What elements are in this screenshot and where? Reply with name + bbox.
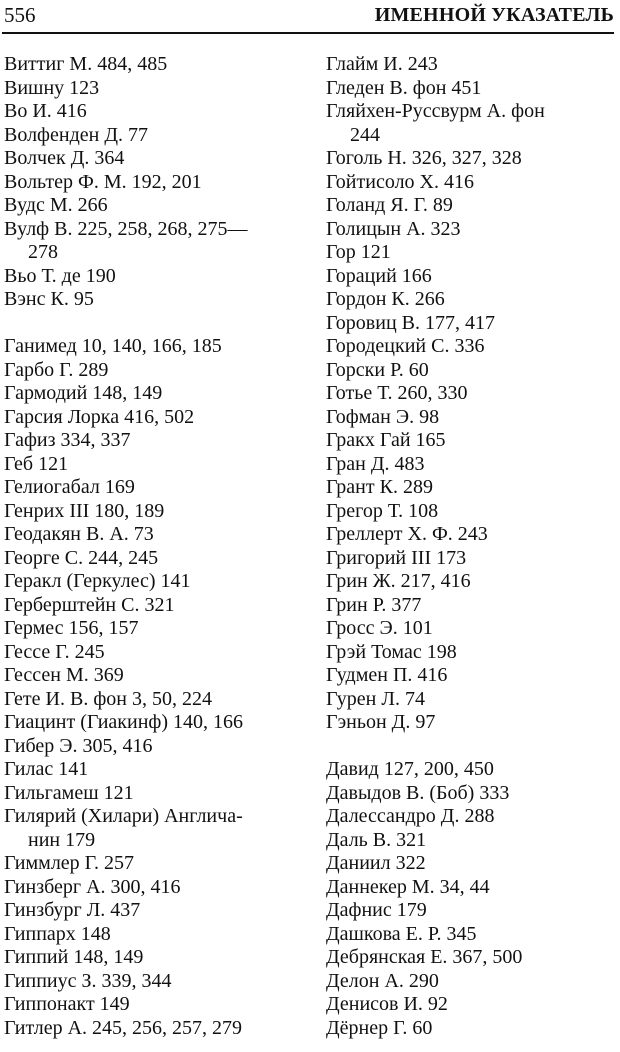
- index-entry: Гильгамеш 121: [4, 781, 134, 804]
- index-entry: Голанд Я. Г. 89: [326, 194, 453, 216]
- index-entry: Грин Ж. 217, 416: [326, 570, 471, 592]
- index-entry: Гинзберг А. 300, 416: [4, 875, 181, 898]
- index-entry: Гораций 166: [326, 264, 432, 287]
- section-gap: [4, 312, 310, 336]
- index-entry: Гледен В. фон 451: [326, 76, 482, 99]
- index-entry: Гурен Л. 74: [326, 687, 425, 710]
- index-entry: Гитлер А. 245, 256, 257, 279: [4, 1016, 243, 1039]
- index-entry: Гете И. В. фон 3, 50, 224: [4, 687, 212, 710]
- index-entry: Гойтисоло Х. 416: [326, 170, 474, 193]
- index-column-left: [4, 53, 310, 1040]
- index-entry: Гросс Э. 101: [326, 617, 433, 639]
- index-entry-continuation: 278: [28, 241, 58, 263]
- index-entry: Даль В. 321: [326, 828, 427, 851]
- index-entry: Грин Р. 377: [326, 593, 422, 616]
- index-entry: Дёрнер Г. 60: [326, 1016, 433, 1039]
- index-entry: Грегор Т. 108: [326, 499, 439, 522]
- index-entry: Гермес 156, 157: [4, 617, 139, 639]
- index-entry: Голицын А. 323: [326, 217, 461, 240]
- index-entry: Гарбо Г. 289: [4, 358, 109, 381]
- index-entry: Делон А. 290: [326, 969, 439, 992]
- index-entry: Глайм И. 243: [326, 53, 438, 75]
- index-entry: Гелиогабал 169: [4, 476, 135, 498]
- index-entry: Гилас 141: [4, 758, 89, 780]
- index-entry: Дашкова Е. Р. 345: [326, 922, 477, 945]
- index-entry: Во И. 416: [4, 100, 87, 122]
- index-entry: Гэньон Д. 97: [326, 711, 436, 733]
- header-rule: [2, 32, 614, 34]
- index-entry: Вулф В. 225, 258, 268, 275—: [4, 217, 248, 240]
- index-entry: Гофман Э. 98: [326, 405, 440, 428]
- index-entry: Геодакян В. А. 73: [4, 523, 154, 545]
- index-entry-continuation: нин 179: [28, 828, 96, 851]
- index-entry: Даниил 322: [326, 852, 426, 874]
- index-entry: Гессе Г. 245: [4, 640, 105, 663]
- index-entry: Дафнис 179: [326, 899, 427, 921]
- index-entry: Денисов И. 92: [326, 993, 448, 1015]
- index-entry: Гран Д. 483: [326, 452, 425, 475]
- index-entry: Герберштейн С. 321: [4, 593, 175, 616]
- index-entry: Гиппий 148, 149: [4, 946, 144, 968]
- index-entry: Горски Р. 60: [326, 358, 429, 381]
- index-entry: Геб 121: [4, 452, 69, 475]
- index-entry: Гарсия Лорка 416, 502: [4, 405, 195, 428]
- index-entry: Гафиз 334, 337: [4, 429, 131, 451]
- index-entry: Вишну 123: [4, 76, 100, 99]
- index-entry: Гинзбург Л. 437: [4, 899, 141, 921]
- index-column-right: [326, 53, 614, 1040]
- index-entry: Гор 121: [326, 241, 391, 263]
- index-entry: Далессандро Д. 288: [326, 805, 495, 827]
- index-entry: Гилярий (Хилари) Англича-: [4, 805, 243, 827]
- index-entry: Ганимед 10, 140, 166, 185: [4, 335, 222, 357]
- index-entry: Гиацинт (Гиакинф) 140, 166: [4, 711, 244, 733]
- index-entry: Грэй Томас 198: [326, 640, 457, 663]
- index-entry: Гармодий 148, 149: [4, 382, 163, 404]
- running-title: ИМЕННОЙ УКАЗАТЕЛЬ: [374, 4, 614, 26]
- index-entry: Гляйхен-Руссвурм А. фон: [326, 100, 545, 122]
- index-entry: Виттиг М. 484, 485: [4, 53, 168, 75]
- index-entry: Гиппиус З. 339, 344: [4, 969, 172, 992]
- index-entry: Гиппонакт 149: [4, 993, 130, 1015]
- index-entry: Давид 127, 200, 450: [326, 758, 494, 780]
- section-gap: [326, 735, 614, 759]
- index-entry: Гоголь Н. 326, 327, 328: [326, 147, 522, 169]
- index-entry: Городецкий С. 336: [326, 335, 485, 357]
- index-entry: Вьо Т. де 190: [4, 264, 116, 287]
- index-entry: Дебрянская Е. 367, 500: [326, 946, 523, 968]
- index-entry: Вэнс К. 95: [4, 288, 94, 310]
- index-entry: Гиммлер Г. 257: [4, 852, 134, 874]
- index-entry: Греллерт Х. Ф. 243: [326, 523, 488, 545]
- index-entry: Грант К. 289: [326, 476, 433, 498]
- index-entry: Волчек Д. 364: [4, 147, 125, 169]
- index-entry: Гордон К. 266: [326, 288, 445, 310]
- index-entry: Готье Т. 260, 330: [326, 382, 468, 404]
- index-entry: Давыдов В. (Боб) 333: [326, 781, 510, 804]
- index-entry: Гессен М. 369: [4, 664, 124, 686]
- index-entry: Геракл (Геркулес) 141: [4, 570, 191, 592]
- index-entry: Гракх Гай 165: [326, 429, 446, 451]
- index-entry-continuation: 244: [350, 123, 380, 146]
- index-entry: Григорий III 173: [326, 546, 467, 569]
- index-entry: Гиппарх 148: [4, 922, 111, 945]
- page-number: 556: [4, 3, 36, 27]
- index-entry: Георге С. 244, 245: [4, 546, 159, 569]
- page-header: [0, 0, 620, 36]
- index-entry: Вольтер Ф. М. 192, 201: [4, 170, 202, 193]
- index-entry: Горовиц В. 177, 417: [326, 311, 495, 334]
- index-entry: Гибер Э. 305, 416: [4, 734, 153, 757]
- index-entry: Гудмен П. 416: [326, 664, 448, 686]
- index-entry: Даннекер М. 34, 44: [326, 875, 490, 898]
- index-entry: Вудс М. 266: [4, 194, 108, 216]
- index-entry: Генрих III 180, 189: [4, 499, 165, 522]
- index-entry: Волфенден Д. 77: [4, 123, 148, 146]
